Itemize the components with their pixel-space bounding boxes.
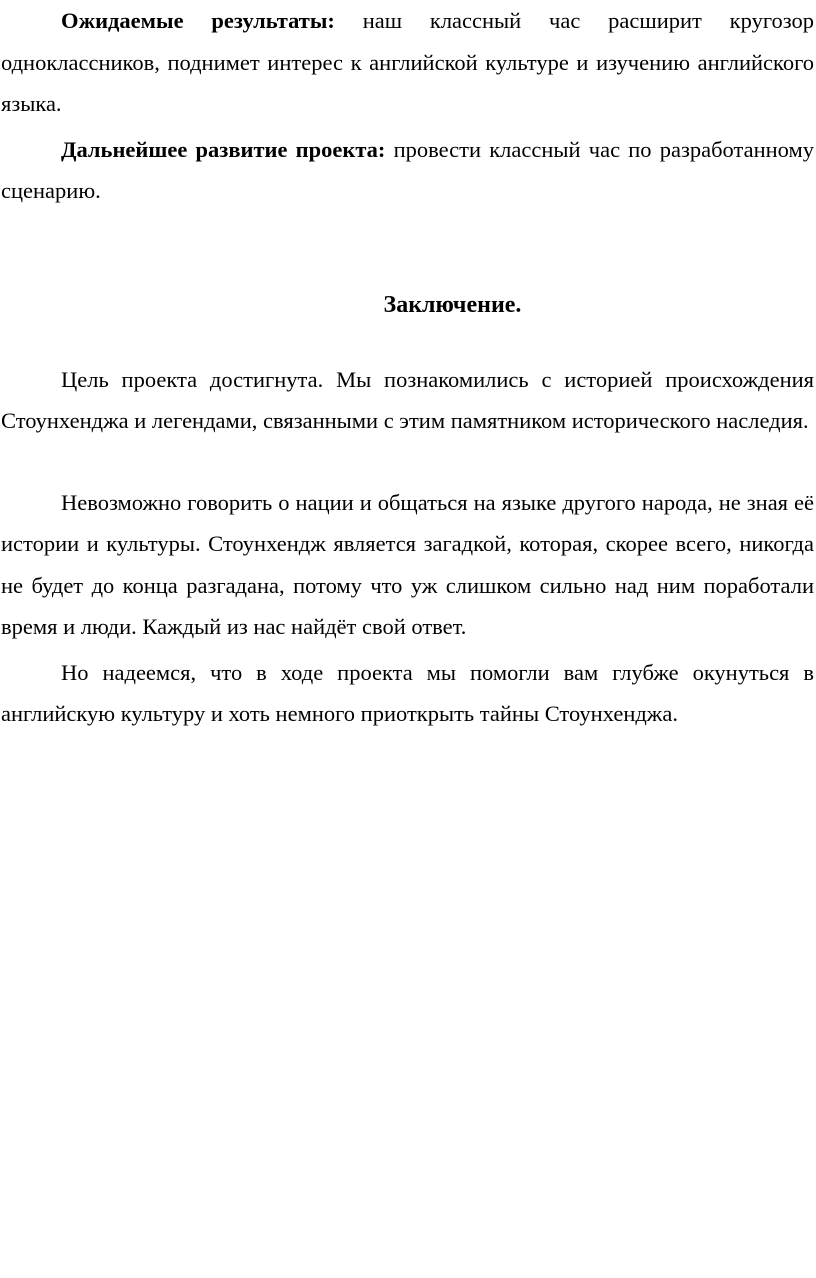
conclusion-paragraph-3: Но надеемся, что в ходе проекта мы помогли вам глубже окунуться в английскую культуру и хоть немного приоткрыть тайны Стоунхенджа.	[1, 659, 814, 726]
expected-results-text: наш классный час расширит кругозор одноклассников, поднимет интерес к английской культуре и изучению английского языка.	[1, 8, 814, 116]
further-development-label: Дальнейшее развитие проекта:	[61, 136, 386, 162]
conclusion-paragraph-2: Невозможно говорить о нации и общаться на языке другого народа, не зная её истории и культуры. Стоунхендж является загадкой, которая, скорее всего, никогда не будет до конца разгадана, потому что уж слишком сильно над ним поработали время и люди. Каждый из нас найдёт свой ответ.	[1, 489, 814, 639]
further-development-paragraph	[1, 129, 814, 212]
further-development-text: провести классный час по разработанному сценарию.	[1, 136, 814, 203]
conclusion-heading: Заключение.	[383, 291, 522, 318]
expected-results-label: Ожидаемые результаты:	[61, 8, 335, 33]
conclusion-paragraph-1: Цель проекта достигнута. Мы познакомились с историей происхождения Стоунхенджа и легендами, связанными с этим памятником исторического наследия.	[1, 366, 814, 433]
expected-results-paragraph	[1, 0, 814, 125]
